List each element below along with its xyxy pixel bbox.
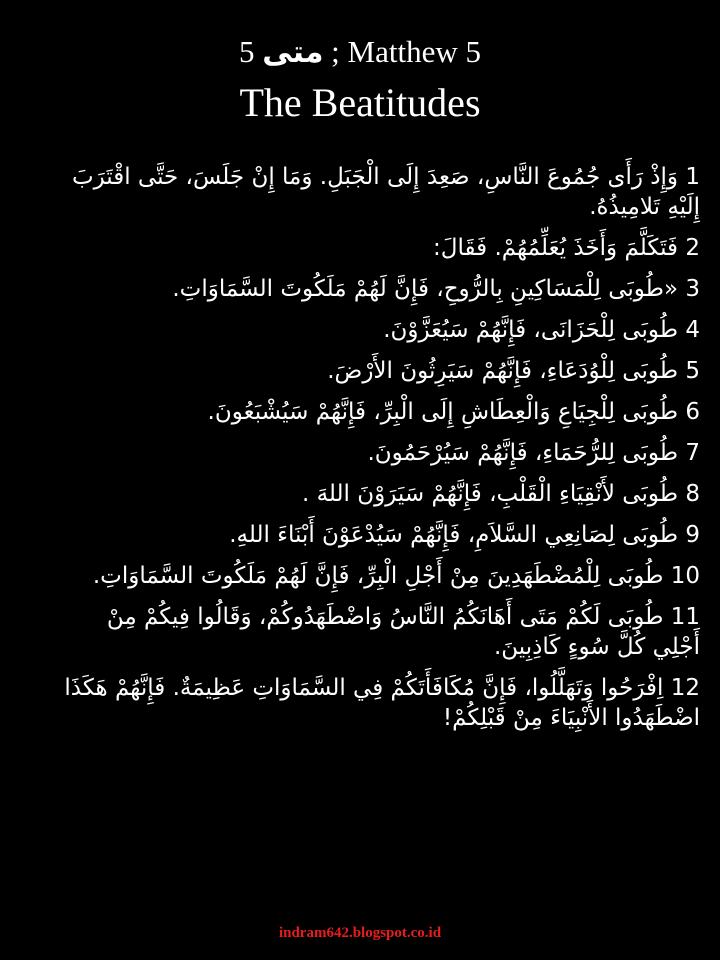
verse-6 bbox=[60, 397, 700, 427]
verse-text: اِفْرَحُوا وَتَهَلَّلُوا، فَإِنَّ مُكَافَأَتَكُمْ فِي السَّمَاوَاتِ عَظِيمَةٌ. فَإِنَّهُمْ هَكَذَا اضْطَهَدُوا الأَنْبِيَاءَ مِنْ قَبْلِكُمْ! bbox=[64, 675, 700, 731]
verse-text: وَإِذْ رَأَى جُمُوعَ النَّاسِ، صَعِدَ إِلَى الْجَبَلِ. وَمَا إِنْ جَلَسَ، حَتَّى اقْتَرَبَ إِلَيْهِ تَلامِيذُهُ. bbox=[71, 164, 700, 220]
verse-list bbox=[60, 162, 700, 744]
verse-number: 9 bbox=[685, 522, 700, 548]
verse-text: طُوبَى لِلْحَزَانَى، فَإِنَّهُمْ سَيُعَزَّوْنَ. bbox=[383, 317, 679, 343]
verse-number: 4 bbox=[685, 317, 700, 343]
verse-text: طُوبَى لَكُمْ مَتَى أَهَانَكُمُ النَّاسُ وَاضْطَهَدُوكُمْ، وَقَالُوا فِيكُمْ مِنْ أَجْلِي كُلَّ سُوءٍ كَاذِبِينَ. bbox=[106, 604, 700, 660]
verse-text: فَتَكَلَّمَ وَأَخَذَ يُعَلِّمُهُمْ. فَقَالَ: bbox=[433, 235, 679, 261]
verse-number: 11 bbox=[670, 604, 700, 630]
verse-text: طُوبَى لِلْوُدَعَاءِ، فَإِنَّهُمْ سَيَرِثُونَ الأَرْضَ. bbox=[327, 358, 679, 384]
blog-credit: indram642.blogspot.co.id bbox=[278, 925, 442, 941]
chapter-reference bbox=[0, 30, 720, 75]
verse-text: طُوبَى لِلرُّحَمَاءِ، فَإِنَّهُمْ سَيُرْحَمُونَ. bbox=[367, 440, 679, 466]
verse-number: 3 bbox=[685, 276, 700, 302]
verse-number: 1 bbox=[685, 164, 700, 190]
verse-12 bbox=[60, 673, 700, 733]
verse-3 bbox=[60, 274, 700, 304]
verse-number: 10 bbox=[670, 563, 700, 589]
verse-number: 2 bbox=[685, 235, 700, 261]
page-title: The Beatitudes bbox=[239, 80, 481, 125]
verse-number: 12 bbox=[670, 675, 700, 701]
verse-text: طُوبَى لِلْمُضْطَهَدِينَ مِنْ أَجْلِ الْبِرِّ، فَإِنَّ لَهُمْ مَلَكُوتَ السَّمَاوَاتِ. bbox=[92, 563, 664, 589]
verse-9 bbox=[60, 520, 700, 550]
verse-number: 6 bbox=[685, 399, 700, 425]
verse-5 bbox=[60, 356, 700, 386]
verse-1 bbox=[60, 162, 700, 222]
verse-10 bbox=[60, 561, 700, 591]
verse-number: 5 bbox=[685, 358, 700, 384]
verse-8 bbox=[60, 479, 700, 509]
verse-text: «طُوبَى لِلْمَسَاكِينِ بِالرُّوحِ، فَإِنَّ لَهُمْ مَلَكُوتَ السَّمَاوَاتِ. bbox=[172, 276, 679, 302]
verse-number: 7 bbox=[685, 440, 700, 466]
verse-text: طُوبَى لِصَانِعِي السَّلاَمِ، فَإِنَّهُمْ سَيُدْعَوْنَ أَبْنَاءَ اللهِ. bbox=[229, 522, 679, 548]
chapter-reference-arabic: متى bbox=[262, 35, 324, 70]
verse-7 bbox=[60, 438, 700, 468]
verse-text: طُوبَى لأَنْقِيَاءِ الْقَلْبِ، فَإِنَّهُمْ سَيَرَوْنَ اللهَ . bbox=[301, 481, 679, 507]
verse-number: 8 bbox=[685, 481, 700, 507]
verse-11 bbox=[60, 602, 700, 662]
chapter-reference-english: 5 ; Matthew 5 bbox=[239, 34, 481, 69]
verse-4 bbox=[60, 315, 700, 345]
verse-text: طُوبَى لِلْجِيَاعِ وَالْعِطَاشِ إِلَى الْبِرِّ، فَإِنَّهُمْ سَيُشْبَعُونَ. bbox=[207, 399, 679, 425]
verse-2 bbox=[60, 233, 700, 263]
